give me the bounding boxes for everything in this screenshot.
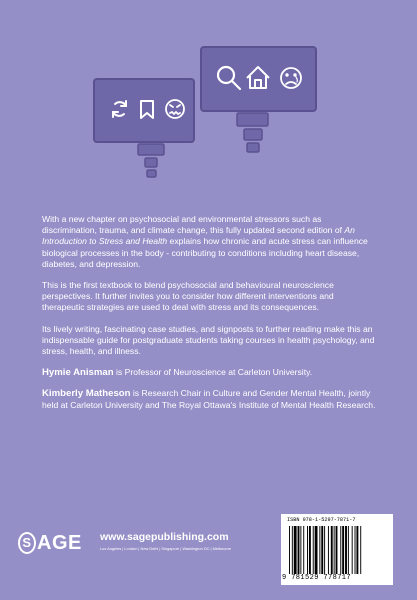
- barcode-bar: [289, 526, 290, 574]
- barcode-bar: [313, 526, 314, 574]
- barcode-bar: [300, 526, 301, 574]
- barcode-bar: [328, 526, 329, 574]
- barcode-bar: [336, 526, 338, 574]
- barcode-bar: [355, 526, 356, 574]
- barcode-bar: [345, 526, 347, 574]
- barcode-bar: [298, 526, 300, 574]
- author-bio: Kimberly Matheson is Research Chair in Culture and Gender Mental Health, jointly held at Carleton University and The Royal Ottawa's Institute of Mental Health Research.: [42, 388, 376, 410]
- barcode-digits: 9 781529 778717: [282, 574, 352, 582]
- isbn-barcode-block: [281, 514, 393, 585]
- barcode: [287, 526, 387, 574]
- barcode-bar: [334, 526, 335, 574]
- barcode-bar: [340, 526, 341, 574]
- barcode-bar: [348, 526, 349, 574]
- description-paragraph: With a new chapter on psychosocial and environmental stressors such as discrimination, trauma, and climate change, this fully updated second edition of An Introduction to Stress and Health explains how chronic and acute stress can influence biological processes in the body - contributing to conditions including heart disease, diabetes, and depression.: [42, 214, 368, 269]
- publisher-cities: Los Angeles | London | New Delhi | Singapore | Washington DC | Melbourne: [100, 546, 231, 551]
- barcode-bar: [309, 526, 311, 574]
- barcode-bar: [331, 526, 333, 574]
- barcode-bar: [294, 526, 297, 574]
- back-cover-text: [42, 214, 378, 421]
- barcode-bar: [360, 526, 361, 574]
- barcode-bar: [319, 526, 320, 574]
- publisher-url: www.sagepublishing.com: [100, 531, 229, 543]
- barcode-bar: [303, 526, 304, 574]
- barcode-bar: [292, 526, 293, 574]
- publisher-block: [18, 528, 318, 570]
- speech-bubbles-illustration: [0, 0, 417, 215]
- sage-logo: S AGE: [18, 532, 82, 555]
- description-paragraph: This is the first textbook to blend psychosocial and behavioural neuroscience perspectives. It further invites you to consider how different interventions and therapeutic strategies are used to deal with stress and its consequences.: [42, 280, 334, 313]
- barcode-bar: [356, 526, 358, 574]
- book-title: An Introduction to Stress and Health: [42, 225, 355, 247]
- description-paragraph: Its lively writing, fascinating case studies, and signposts to further reading make this an indispensable guide for postgraduate students taking courses in health psychology, and stress, health, and illness.: [42, 323, 375, 357]
- author-bio: Hymie Anisman is Professor of Neuroscience at Carleton University.: [42, 367, 313, 379]
- barcode-bar: [342, 526, 344, 574]
- isbn-label: ISBN 978-1-5297-7871-7: [287, 517, 356, 523]
- barcode-bar: [315, 526, 318, 574]
- barcode-bar: [321, 526, 323, 574]
- barcode-bar: [352, 526, 353, 574]
- right-speech-bubble: [201, 47, 316, 152]
- author-name: Kimberly Matheson: [42, 388, 131, 400]
- author-name: Hymie Anisman: [42, 367, 114, 379]
- barcode-bar: [307, 526, 308, 574]
- left-speech-bubble: [94, 79, 194, 177]
- barcode-bar: [324, 526, 325, 574]
